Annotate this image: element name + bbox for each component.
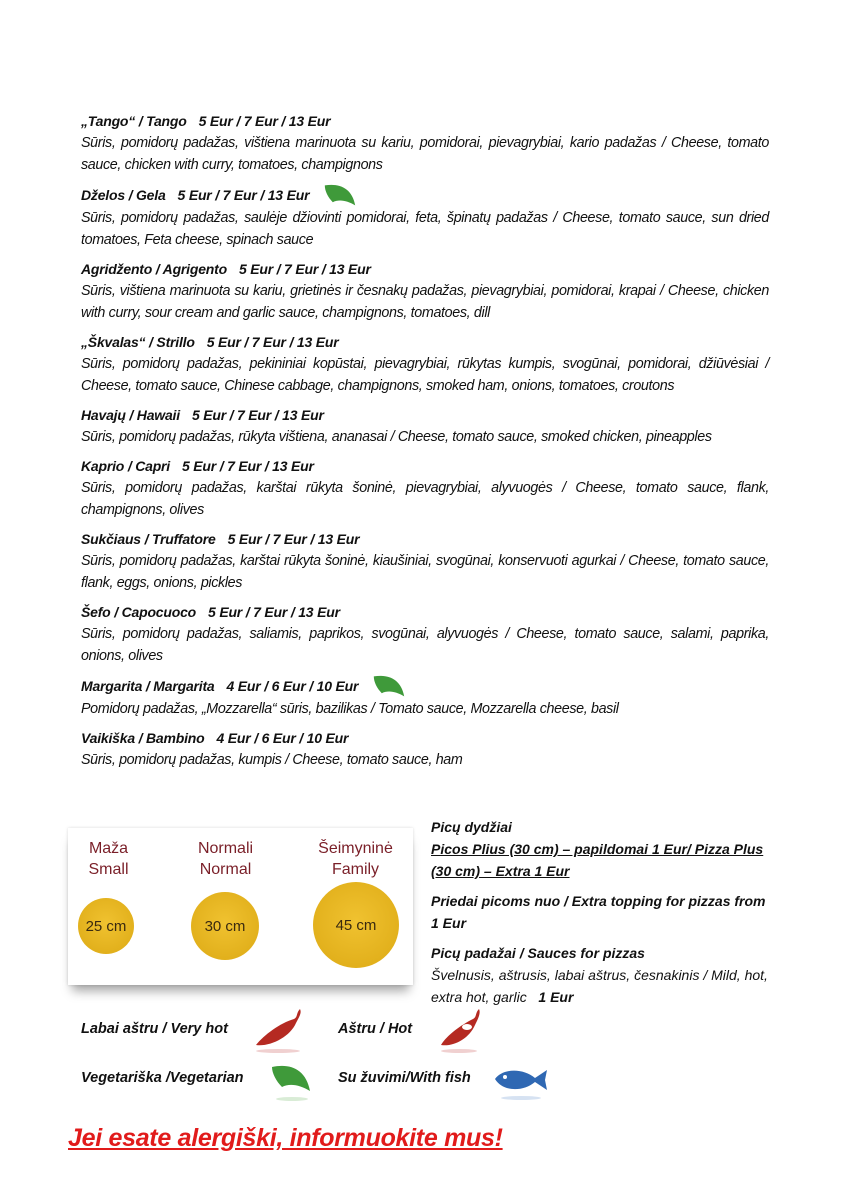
- menu-item-title: [81, 404, 769, 426]
- pizza-price: 5 Eur / 7 Eur / 13 Eur: [238, 261, 371, 277]
- pizza-description: Sūris, pomidorų padažas, karštai rūkyta šoninė, kiaušiniai, svogūnai, konservuoti agurkai / Cheese, tomato sauce, flank, eggs, onions, pickles: [81, 553, 769, 591]
- pizza-name: Sukčiaus / Truffatore: [81, 531, 216, 547]
- pizza-price: 5 Eur / 7 Eur / 13 Eur: [182, 458, 314, 474]
- pizza-description: Sūris, pomidorų padažas, pekininiai kopūstai, pievagrybiai, rūkytas kumpis, svogūnai, pomidorai, džiūvėsiai / Cheese, tomato sauce, Chinese cabbage, champignons, smoked ham, onions, tomatoes, croutons: [81, 356, 769, 394]
- menu-item-title: [81, 110, 769, 132]
- pizza-name: Vaikiška / Bambino: [81, 730, 205, 746]
- size-en: Family: [331, 861, 380, 878]
- sizes-title: Picų dydžiai: [431, 819, 512, 835]
- menu-item: [81, 404, 769, 448]
- pizza-sizes-chart: [68, 828, 413, 985]
- size-en: Normal: [199, 861, 252, 878]
- extras-info: [431, 816, 771, 1008]
- menu-item: [81, 727, 769, 771]
- menu-item: [81, 455, 769, 521]
- pizza-price: 5 Eur / 7 Eur / 13 Eur: [227, 531, 360, 547]
- leaf-vegetarian-icon: [321, 183, 359, 207]
- size-family-label: [308, 838, 403, 880]
- pizza-name: Kaprio / Capri: [81, 458, 170, 474]
- menu-item-title: [81, 601, 769, 623]
- size-en: Small: [88, 861, 129, 878]
- pizza-price: 5 Eur / 7 Eur / 13 Eur: [208, 604, 340, 620]
- size-small-label: [76, 838, 141, 880]
- menu-item-title: [81, 727, 769, 749]
- pizza-normal-circle: 30 cm: [191, 892, 259, 960]
- size-normal-label: [183, 838, 268, 880]
- legend-hot: Aštru / Hot: [338, 1021, 413, 1037]
- pizza-menu: [81, 110, 769, 778]
- menu-item: [81, 110, 769, 176]
- pizza-price: 5 Eur / 7 Eur / 13 Eur: [198, 113, 331, 129]
- menu-item-title: [81, 455, 769, 477]
- leaf-vegetarian-icon: [270, 1063, 312, 1103]
- allergy-notice: Jei esate alergiški, informuokite mus!: [68, 1124, 503, 1152]
- pizza-name: Šefo / Capocuoco: [81, 604, 197, 620]
- chili-very-hot-icon: [250, 1005, 306, 1055]
- menu-item-title: [81, 183, 769, 207]
- pizza-price: 5 Eur / 7 Eur / 13 Eur: [191, 407, 324, 423]
- menu-item: [81, 183, 769, 251]
- legend-vegetarian: Vegetariška /Vegetarian: [81, 1070, 244, 1086]
- toppings-note: Priedai picoms nuo / Extra topping for pizzas from 1 Eur: [431, 893, 766, 931]
- pizza-description: Sūris, pomidorų padažas, saliamis, paprikos, svogūnai, alyvuogės / Cheese, tomato sauce, salami, paprika, onions, olives: [81, 626, 769, 664]
- pizza-description: Sūris, pomidorų padažas, rūkyta vištiena, ananasai / Cheese, tomato sauce, smoked chicken, pineapples: [81, 429, 712, 445]
- menu-item: [81, 601, 769, 667]
- pizza-description: Sūris, pomidorų padažas, saulėje džiovinti pomidorai, feta, špinatų padažas / Cheese, tomato sauce, sun dried tomatoes, Feta cheese, spinach sauce: [81, 210, 769, 248]
- menu-item-title: [81, 528, 769, 550]
- leaf-vegetarian-icon: [370, 674, 408, 698]
- pizza-small-circle: 25 cm: [78, 898, 134, 954]
- size-lt: Maža: [88, 840, 129, 857]
- menu-item: [81, 674, 769, 720]
- pizza-plus-note: Picos Plius (30 cm) – papildomai 1 Eur/ Pizza Plus (30 cm) – Extra 1 Eur: [431, 841, 764, 879]
- pizza-description: Sūris, vištiena marinuota su kariu, grietinės ir česnakų padažas, pievagrybiai, pomidorai, krapai / Cheese, chicken with curry, sour cream and garlic sauce, champignons, tomatoes, dill: [81, 283, 769, 321]
- pizza-name: Havajų / Hawaii: [81, 407, 180, 423]
- sauces-price: 1 Eur: [538, 989, 574, 1005]
- pizza-name: Dželos / Gela: [81, 187, 166, 203]
- menu-item: [81, 258, 769, 324]
- pizza-description: Sūris, pomidorų padažas, vištiena marinuota su kariu, pomidorai, pievagrybiai, kario padažas / Cheese, tomato sauce, chicken with curry, tomatoes, champignons: [81, 135, 769, 173]
- sauces-list: Švelnusis, aštrusis, labai aštrus, česnakinis / Mild, hot, extra hot, garlic: [431, 967, 768, 1005]
- chili-hot-icon: [435, 1005, 485, 1055]
- menu-item-title: [81, 258, 769, 280]
- sauces-title: Picų padažai / Sauces for pizzas: [431, 945, 645, 961]
- pizza-name: Agridžento / Agrigento: [81, 261, 227, 277]
- menu-item: [81, 528, 769, 594]
- legend-very-hot: Labai aštru / Very hot: [81, 1021, 228, 1037]
- pizza-family-circle: 45 cm: [313, 882, 399, 968]
- menu-item-title: [81, 674, 769, 698]
- pizza-price: 4 Eur / 6 Eur / 10 Eur: [216, 730, 349, 746]
- pizza-price: 5 Eur / 7 Eur / 13 Eur: [206, 334, 339, 350]
- fish-icon: [493, 1064, 549, 1104]
- pizza-description: Sūris, pomidorų padažas, kumpis / Cheese, tomato sauce, ham: [81, 752, 463, 768]
- pizza-name: Margarita / Margarita: [81, 678, 215, 694]
- pizza-description: Sūris, pomidorų padažas, karštai rūkyta šoninė, pievagrybiai, alyvuogės / Cheese, tomato sauce, flank, champignons, olives: [81, 480, 769, 518]
- pizza-name: „Tango“ / Tango: [81, 113, 187, 129]
- size-lt: Normali: [197, 840, 254, 857]
- menu-item: [81, 331, 769, 397]
- size-lt: Šeimyninė: [318, 840, 393, 857]
- pizza-price: 5 Eur / 7 Eur / 13 Eur: [177, 187, 310, 203]
- pizza-name: „Škvalas“ / Strillo: [81, 334, 195, 350]
- pizza-price: 4 Eur / 6 Eur / 10 Eur: [226, 678, 359, 694]
- legend-fish: Su žuvimi/With fish: [338, 1070, 471, 1086]
- pizza-description: Pomidorų padažas, „Mozzarella“ sūris, bazilikas / Tomato sauce, Mozzarella cheese, basil: [81, 701, 619, 717]
- menu-item-title: [81, 331, 769, 353]
